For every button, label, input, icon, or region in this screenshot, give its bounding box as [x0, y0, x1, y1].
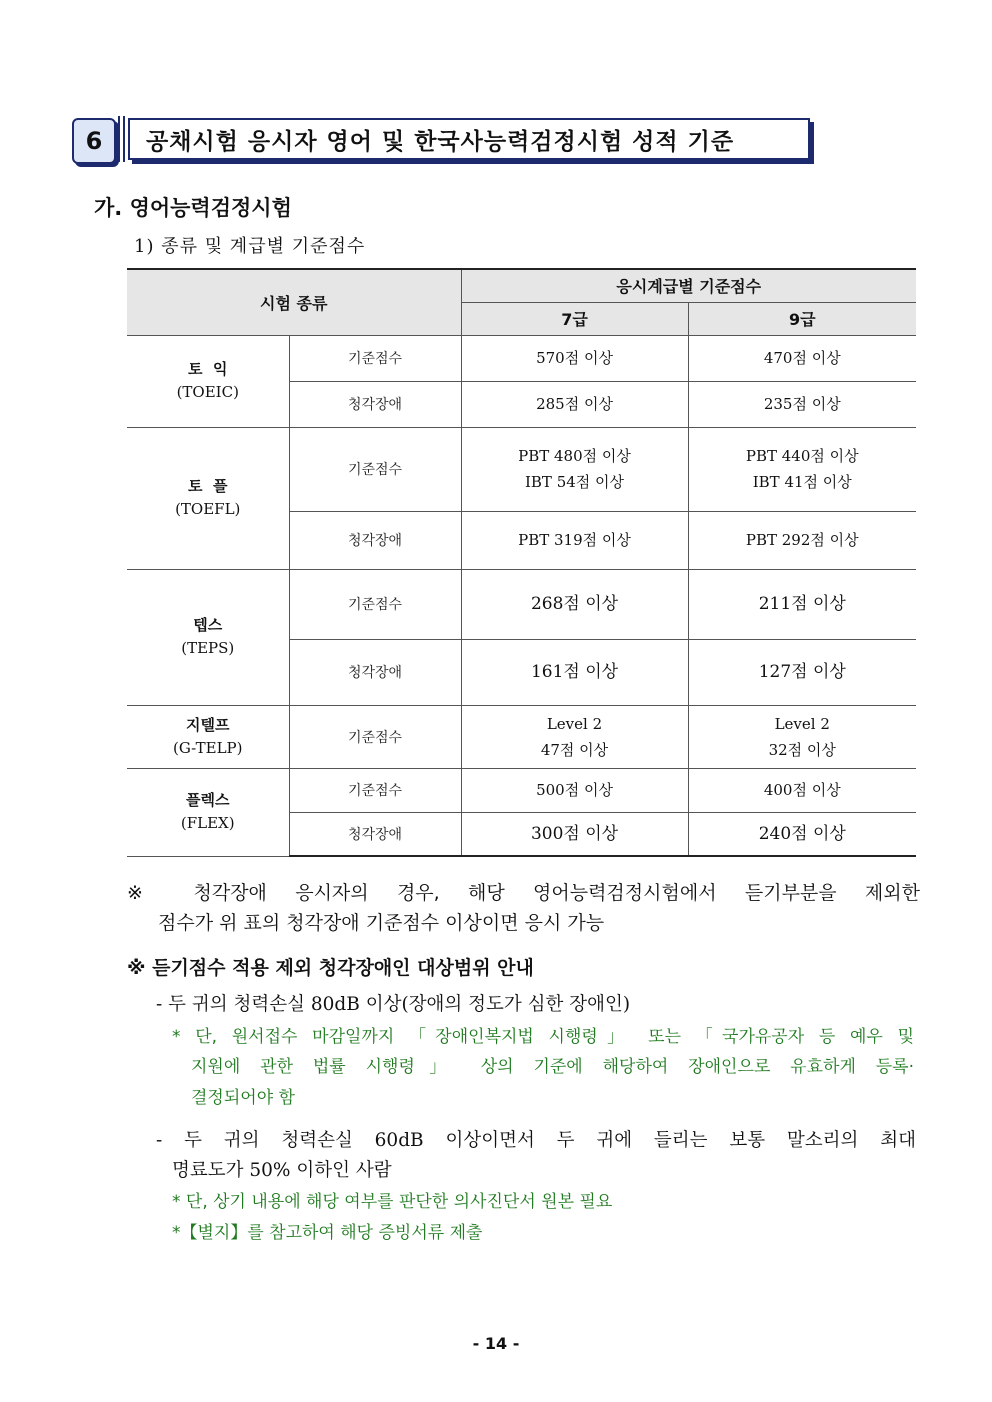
scope-item-2-line2: 명료도가 50% 이하인 사람	[172, 1160, 392, 1181]
exam-name: 토 플	[188, 477, 228, 495]
grade7-score-line: Level 2	[546, 714, 603, 733]
exam-name-eng: (FLEX)	[180, 814, 235, 832]
grade9-score-line: PBT 440점 이상	[745, 447, 859, 465]
grade7-score	[461, 427, 688, 511]
scope-item-1-note-line3: 결정되어야 함	[191, 1088, 295, 1108]
scope-item-1-note-line1: * 단, 원서접수 마감일까지 「장애인복지법 시행령」 또는 「국가유공자 등 예우 및	[172, 1027, 914, 1047]
grade7-score: 500점 이상	[461, 768, 688, 812]
table-row	[127, 427, 916, 511]
scope-item-2-note2: *【별지】를 참고하여 해당 증빙서류 제출	[172, 1223, 483, 1243]
header-score-group: 응시계급별 기준점수	[461, 269, 916, 302]
exam-name-eng: (TOEIC)	[176, 383, 239, 401]
subheading: 가. 영어능력검정시험	[94, 196, 292, 220]
page-number: - 14 -	[472, 1334, 520, 1353]
exam-name: 텝스	[193, 616, 223, 634]
grade9-score-line: Level 2	[774, 714, 830, 733]
table-row	[127, 768, 916, 812]
exam-name: 토 익	[188, 360, 228, 378]
grade9-score	[688, 705, 916, 768]
score-type-label: 청각장애	[289, 381, 461, 427]
grade7-score: 161점 이상	[461, 639, 688, 705]
score-type-label: 청각장애	[289, 639, 461, 705]
exam-name-eng: (TEPS)	[181, 639, 235, 657]
grade9-score: PBT 292점 이상	[688, 511, 916, 569]
header-exam-type: 시험 종류	[127, 269, 461, 335]
table-row	[127, 335, 916, 381]
scope-item-1-note-line2: 지원에 관한 법률 시행령」 상의 기준에 해당하여 장애인으로 유효하게 등록·	[191, 1057, 914, 1077]
exam-name-cell	[127, 705, 289, 768]
grade9-score: 470점 이상	[688, 335, 916, 381]
grade7-score-line: PBT 480점 이상	[518, 447, 631, 465]
grade7-score: 268점 이상	[461, 569, 688, 639]
grade9-score-line: 32점 이상	[768, 740, 836, 759]
grade7-score: PBT 319점 이상	[461, 511, 688, 569]
grade7-score: 285점 이상	[461, 381, 688, 427]
note-scope-title: ※ 듣기점수 적용 제외 청각장애인 대상범위 안내	[127, 957, 534, 979]
grade7-score: 570점 이상	[461, 335, 688, 381]
subsubheading: 1) 종류 및 계급별 기준점수	[134, 236, 366, 257]
score-type-label: 기준점수	[289, 427, 461, 511]
note-hearing-line2: 점수가 위 표의 청각장애 기준점수 이상이면 응시 가능	[158, 912, 605, 934]
table-row	[127, 569, 916, 639]
note-hearing-line1: ※ 청각장애 응시자의 경우, 해당 영어능력검정시험에서 듣기부분을 제외한	[127, 882, 920, 904]
exam-name: 플렉스	[186, 791, 230, 809]
grade9-score-line: IBT 41점 이상	[752, 473, 852, 491]
exam-name-cell	[127, 768, 289, 856]
grade9-score: 400점 이상	[688, 768, 916, 812]
score-type-label: 청각장애	[289, 812, 461, 856]
score-type-label: 청각장애	[289, 511, 461, 569]
score-table	[127, 268, 916, 857]
exam-name-eng: (TOEFL)	[175, 500, 241, 518]
section-divider	[118, 116, 125, 162]
section-number-box: 6	[72, 118, 116, 164]
grade7-score-line: IBT 54점 이상	[524, 473, 625, 491]
table-row	[127, 705, 916, 768]
scope-item-2-line1: - 두 귀의 청력손실 60dB 이상이면서 두 귀에 들리는 보통 말소리의 최대	[156, 1130, 916, 1151]
header-grade-9: 9급	[688, 302, 916, 335]
grade9-score: 235점 이상	[688, 381, 916, 427]
scope-item-1: - 두 귀의 청력손실 80dB 이상(장애의 정도가 심한 장애인)	[156, 994, 631, 1015]
grade9-score: 211점 이상	[688, 569, 916, 639]
exam-name: 지텔프	[186, 715, 230, 734]
scope-item-2-note1: * 단, 상기 내용에 해당 여부를 판단한 의사진단서 원본 필요	[172, 1192, 613, 1212]
grade7-score: 300점 이상	[461, 812, 688, 856]
score-type-label: 기준점수	[289, 705, 461, 768]
score-type-label: 기준점수	[289, 569, 461, 639]
score-type-label: 기준점수	[289, 768, 461, 812]
section-title: 공채시험 응시자 영어 및 한국사능력검정시험 성적 기준	[128, 118, 810, 160]
grade9-score: 127점 이상	[688, 639, 916, 705]
grade9-score: 240점 이상	[688, 812, 916, 856]
grade9-score	[688, 427, 916, 511]
exam-name-cell	[127, 569, 289, 705]
exam-name-cell	[127, 427, 289, 569]
header-grade-7: 7급	[461, 302, 688, 335]
grade7-score-line: 47점 이상	[540, 740, 609, 759]
exam-name-cell	[127, 335, 289, 427]
grade7-score	[461, 705, 688, 768]
score-type-label: 기준점수	[289, 335, 461, 381]
exam-name-eng: (G-TELP)	[172, 738, 243, 757]
